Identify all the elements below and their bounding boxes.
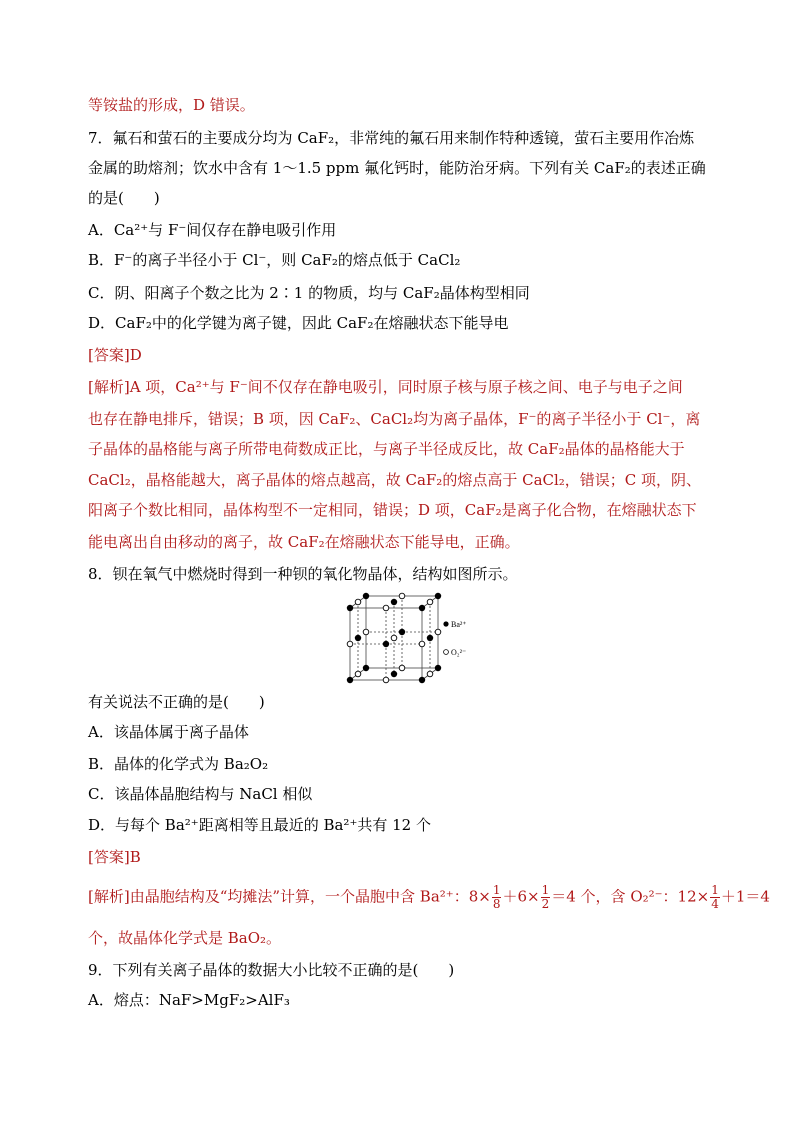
text-line: [答案]B [88, 848, 141, 866]
text-line: 7．氟石和萤石的主要成分均为 CaF₂，非常纯的氟石用来制作特种透镜，萤石主要用作冶炼 [88, 129, 695, 147]
analysis-8-line2: 个，故晶体化学式是 BaO₂。 [88, 929, 282, 947]
text-line: CaCl₂，晶格能越大，离子晶体的熔点越高，故 CaF₂的熔点高于 CaCl₂，错误；C 项，阴、 [88, 471, 702, 489]
question-9-stem: 9．下列有关离子晶体的数据大小比较不正确的是( ) [88, 961, 455, 979]
fraction-1-4: $\frac{1}{4}$ [711, 883, 719, 911]
analysis-8-line1 [88, 884, 770, 911]
analysis-8-part4: ＋1＝4 [720, 887, 770, 906]
text-line: D．与每个 Ba²⁺距离相等且最近的 Ba²⁺共有 12 个 [88, 816, 431, 834]
analysis-8-part3: ＝4 个，含 O₂²⁻：12× [551, 887, 710, 906]
text-line: D．CaF₂中的化学键为离子键，因此 CaF₂在熔融状态下能导电 [88, 314, 509, 332]
analysis-8-part2: ＋6× [502, 887, 540, 906]
crystal-cell-figure [330, 590, 470, 690]
text-line: C．该晶体晶胞结构与 NaCl 相似 [88, 785, 313, 803]
text-line: 的是( ) [88, 189, 160, 207]
text-line: B．F⁻的离子半径小于 Cl⁻，则 CaF₂的熔点低于 CaCl₂ [88, 251, 461, 269]
text-line: 也存在静电排斥，错误；B 项，因 CaF₂、CaCl₂均为离子晶体，F⁻的离子半径小于 Cl⁻，离 [88, 410, 701, 428]
legend-ba-label: Ba²⁺ [451, 620, 467, 629]
text-line: A．Ca²⁺与 F⁻间仅存在静电吸引作用 [88, 221, 337, 239]
fraction-1-2: $\frac{1}{2}$ [541, 883, 550, 911]
text-line: 子晶体的晶格能与离子所带电荷数成正比，与离子半径成反比，故 CaF₂晶体的晶格能大于 [88, 440, 685, 458]
text-line: [答案]D [88, 346, 142, 364]
text-line: 能电离出自由移动的离子，故 CaF₂在熔融状态下能导电，正确。 [88, 533, 520, 551]
text-line: 等铵盐的形成，D 错误。 [88, 96, 255, 114]
legend-o-dot [444, 650, 449, 655]
text-line: 有关说法不正确的是( ) [88, 693, 265, 711]
legend-ba-dot [443, 621, 448, 626]
text-line: B．晶体的化学式为 Ba₂O₂ [88, 755, 269, 773]
analysis-8-part1: [解析]由晶胞结构及“均摊法”计算，一个晶胞中含 Ba²⁺：8× [88, 887, 491, 906]
legend-o-label: O₂²⁻ [451, 648, 467, 657]
text-line: 8．钡在氧气中燃烧时得到一种钡的氧化物晶体，结构如图所示。 [88, 565, 518, 583]
text-line: [解析]A 项，Ca²⁺与 F⁻间不仅存在静电吸引，同时原子核与原子核之间、电子与电子之间 [88, 378, 683, 396]
text-line: C．阴、阳离子个数之比为 2∶1 的物质，均与 CaF₂晶体构型相同 [88, 284, 530, 302]
text-line: A．该晶体属于离子晶体 [88, 723, 249, 741]
question-9-option-a: A．熔点：NaF>MgF₂>AlF₃ [88, 991, 290, 1009]
text-line: 阳离子个数比相同，晶体构型不一定相同，错误；D 项，CaF₂是离子化合物，在熔融状态下 [88, 501, 697, 519]
fraction-1-8: $\frac{1}{8}$ [492, 883, 501, 911]
text-line: 金属的助熔剂；饮水中含有 1～1.5 ppm 氟化钙时，能防治牙病。下列有关 CaF₂的表述正确 [88, 159, 706, 177]
